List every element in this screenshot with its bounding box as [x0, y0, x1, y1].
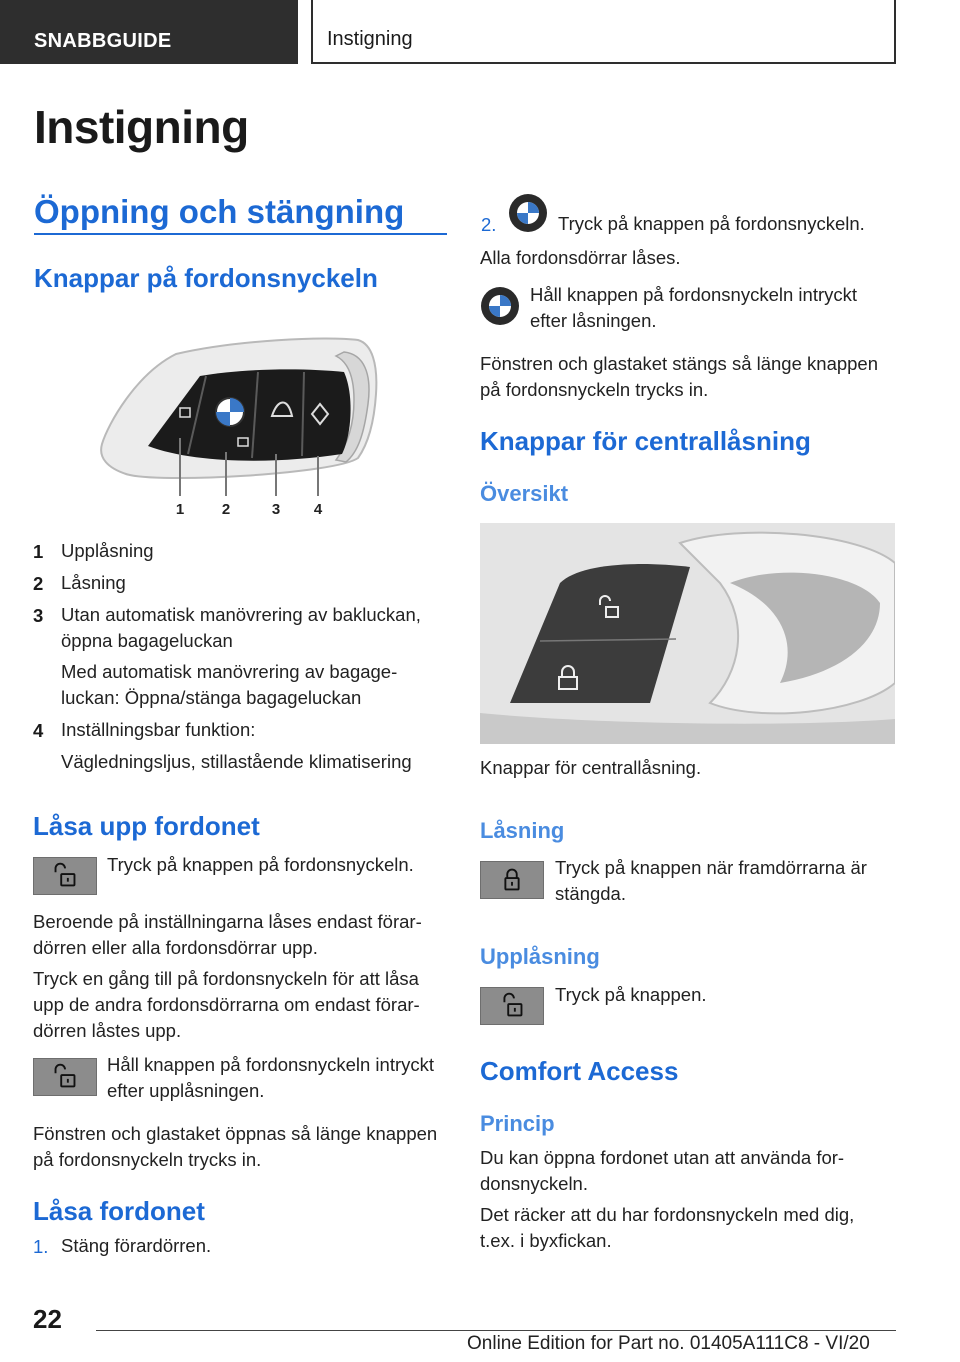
- list-item-2: Låsning: [61, 572, 126, 593]
- lock-step1-num: 1.: [33, 1236, 49, 1257]
- callout-4: 4: [313, 501, 323, 518]
- unlock-para1-line2: dörren eller alla fordonsdörrar upp.: [33, 937, 318, 958]
- unlocking-heading: Upplåsning: [480, 944, 600, 969]
- lock-hold-line2: efter låsningen.: [530, 310, 657, 331]
- unlock-hold-line2: efter upplåsningen.: [107, 1080, 265, 1101]
- unlock-para1-line1: Beroende på inställningarna låses endast förar-: [33, 911, 422, 932]
- list-item-3-line2: öppna bagageluckan: [61, 630, 233, 651]
- footer-edition: Online Edition for Part no. 01405A111C8 - VI/20: [467, 1333, 870, 1354]
- lock-step2: Tryck på knappen på fordonsnyckeln.: [558, 213, 865, 234]
- unlock-hold-line1: Håll knappen på fordonsnyckeln intryckt: [107, 1054, 435, 1075]
- page-title: Instigning: [34, 101, 249, 153]
- principle-para1-line2: donsnyckeln.: [480, 1173, 588, 1194]
- lock-para-line2: på fordonsnyckeln trycks in.: [480, 379, 709, 400]
- list-item-1: Upplåsning: [61, 540, 154, 561]
- header-tab-section: Instigning: [311, 0, 896, 64]
- callout-1: 1: [175, 501, 185, 518]
- unlock-press-text: Tryck på knappen på fordonsnyckeln.: [107, 854, 414, 875]
- lock-result: Alla fordonsdörrar låses.: [480, 247, 681, 268]
- list-num-3: 3: [33, 605, 44, 626]
- unlock-para3-line1: Fönstren och glastaket öppnas så länge knappen: [33, 1123, 438, 1144]
- lock-button-icon: [480, 861, 544, 899]
- unlock-para3-line2: på fordonsnyckeln trycks in.: [33, 1149, 262, 1170]
- header-tab-snabbguide: SNABBGUIDE: [0, 0, 298, 64]
- unlock-para2-line2: upp de andra fordonsdörrarna om endast förar-: [33, 994, 420, 1015]
- key-buttons-heading: Knappar på fordonsnyckeln: [34, 263, 378, 293]
- principle-heading: Princip: [480, 1111, 555, 1136]
- lock-heading: Låsa fordonet: [33, 1196, 205, 1226]
- locking-text-line1: Tryck på knappen när framdörrarna är: [555, 857, 867, 878]
- page-number: 22: [33, 1304, 62, 1334]
- list-item-4-extra: Vägledningsljus, stillastående klimatisering: [61, 751, 412, 772]
- unlock-button-icon: [33, 857, 97, 895]
- footer-rule: [96, 1330, 896, 1331]
- unlock-para2-line3: dörren låstes upp.: [33, 1020, 182, 1041]
- principle-para2-line1: Det räcker att du har fordonsnyckeln med dig,: [480, 1204, 855, 1225]
- comfort-access-heading: Comfort Access: [480, 1056, 679, 1086]
- list-item-3-extra2: luckan: Öppna/stänga bagageluckan: [61, 687, 362, 708]
- lock-step1: Stäng förardörren.: [61, 1235, 212, 1256]
- list-item-3-line1: Utan automatisk manövrering av bakluckan,: [61, 604, 421, 625]
- central-locking-heading: Knappar för centrallåsning: [480, 426, 811, 456]
- callout-2: 2: [221, 501, 231, 518]
- locking-heading: Låsning: [480, 818, 565, 843]
- overview-heading: Översikt: [480, 481, 569, 506]
- section-rule: [34, 233, 447, 235]
- callout-3: 3: [271, 501, 281, 518]
- unlock-heading: Låsa upp fordonet: [33, 811, 260, 841]
- unlock-central-button-icon: [480, 987, 544, 1025]
- principle-para1-line1: Du kan öppna fordonet utan att använda for-: [480, 1147, 845, 1168]
- section-heading: Öppning och stängning: [34, 193, 405, 230]
- unlock-para2-line1: Tryck en gång till på fordonsnyckeln för att låsa: [33, 968, 419, 989]
- unlock-hold-icon: [33, 1058, 97, 1096]
- lock-hold-line1: Håll knappen på fordonsnyckeln intryckt: [530, 284, 858, 305]
- door-panel-image: [480, 523, 895, 744]
- unlocking-text: Tryck på knappen.: [555, 984, 707, 1005]
- bmw-logo-hold-icon: [480, 286, 520, 326]
- locking-text-line2: stängda.: [555, 883, 626, 904]
- list-num-2: 2: [33, 573, 44, 594]
- central-locking-caption: Knappar för centrallåsning.: [480, 757, 702, 778]
- key-fob-image: [96, 334, 386, 520]
- bmw-logo-icon: [508, 193, 548, 233]
- list-item-4: Inställningsbar funktion:: [61, 719, 256, 740]
- lock-para-line1: Fönstren och glastaket stängs så länge knappen: [480, 353, 879, 374]
- list-num-4: 4: [33, 720, 44, 741]
- lock-step2-num: 2.: [481, 214, 497, 235]
- principle-para2-line2: t.ex. i byxfickan.: [480, 1230, 612, 1251]
- list-item-3-extra1: Med automatisk manövrering av bagage-: [61, 661, 398, 682]
- list-num-1: 1: [33, 541, 44, 562]
